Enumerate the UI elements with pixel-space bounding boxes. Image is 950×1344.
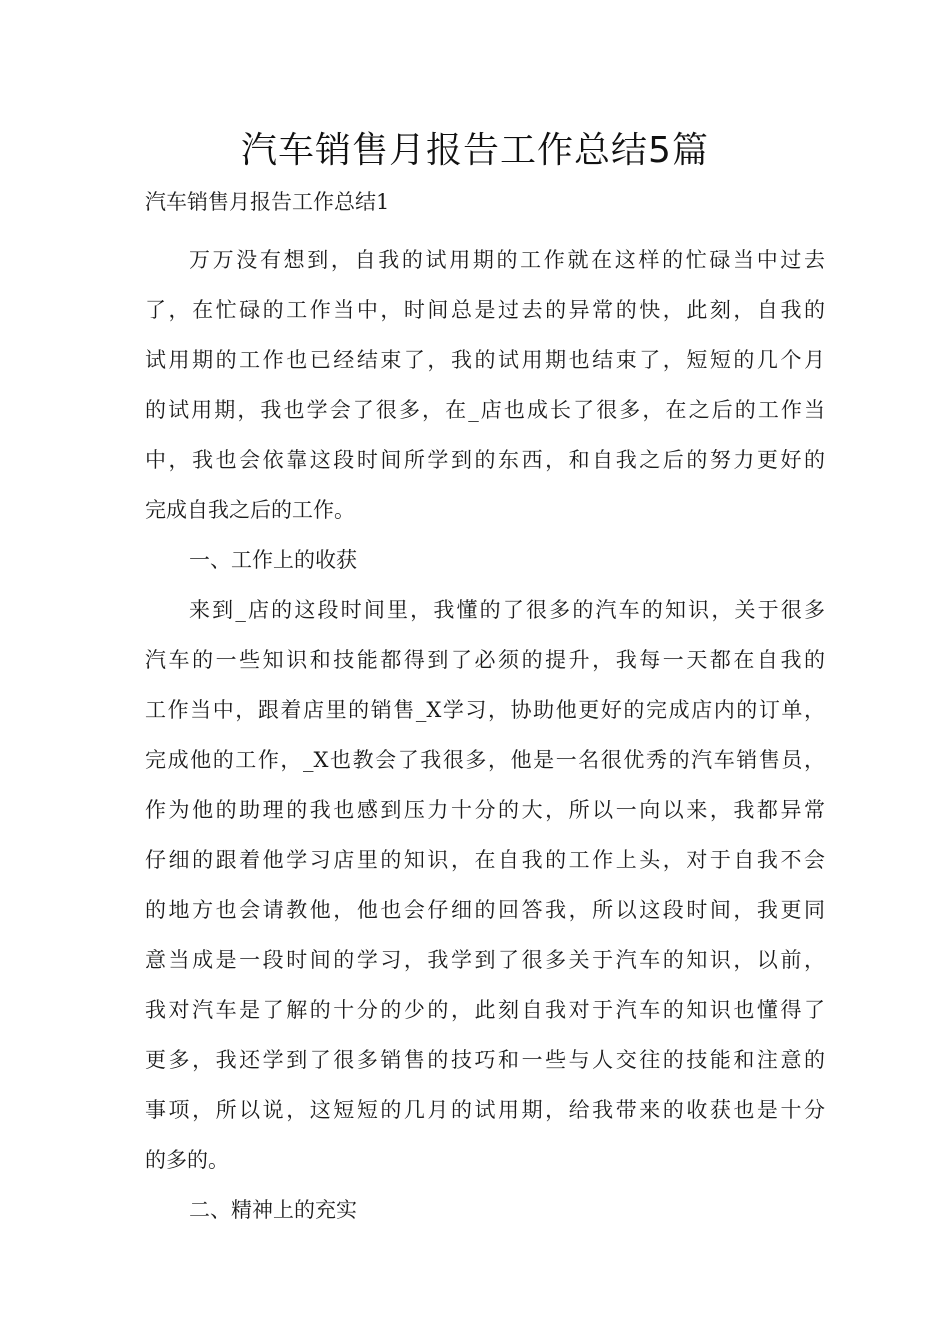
text-line: 中，我也会依靠这段时间所学到的东西，和自我之后的努力更好的 [145, 448, 825, 472]
section-heading-work-gains [145, 535, 825, 585]
text-line: 汽车的一些知识和技能都得到了必须的提升，我每一天都在自我的 [145, 648, 825, 672]
text-line: 意当成是一段时间的学习，我学到了很多关于汽车的知识，以前， [145, 948, 825, 972]
page-title: 汽车销售月报告工作总结5篇 [241, 130, 709, 171]
paragraph-intro [145, 235, 825, 535]
text-line: 了，在忙碌的工作当中，时间总是过去的异常的快，此刻，自我的 [145, 298, 825, 322]
text-line: 仔细的跟着他学习店里的知识，在自我的工作上头，对于自我不会 [145, 848, 825, 872]
text-line: 作为他的助理的我也感到压力十分的大，所以一向以来，我都异常 [145, 798, 825, 822]
text-line: 的多的。 [145, 1148, 229, 1172]
text-line: 试用期的工作也已经结束了，我的试用期也结束了，短短的几个月 [145, 348, 825, 372]
section-heading-text: 二、精神上的充实 [189, 1198, 357, 1222]
text-line: 更多，我还学到了很多销售的技巧和一些与人交往的技能和注意的 [145, 1048, 825, 1072]
text-line: 事项，所以说，这短短的几月的试用期，给我带来的收获也是十分 [145, 1098, 825, 1122]
text-line: 完成他的工作，_X也教会了我很多，他是一名很优秀的汽车销售员， [145, 748, 825, 772]
paragraph-work-gains [145, 585, 825, 1185]
text-line: 的试用期，我也学会了很多，在_店也成长了很多，在之后的工作当 [145, 398, 825, 422]
text-line: 工作当中，跟着店里的销售_X学习，协助他更好的完成店内的订单， [145, 698, 825, 722]
document-body [145, 235, 825, 1235]
text-line: 万万没有想到，自我的试用期的工作就在这样的忙碌当中过去 [189, 248, 825, 272]
text-line: 我对汽车是了解的十分的少的，此刻自我对于汽车的知识也懂得了 [145, 998, 825, 1022]
document-subtitle: 汽车销售月报告工作总结1 [145, 190, 390, 214]
text-line: 完成自我之后的工作。 [145, 498, 355, 522]
text-line: 的地方也会请教他，他也会仔细的回答我，所以这段时间，我更同 [145, 898, 825, 922]
text-line: 来到_店的这段时间里，我懂的了很多的汽车的知识，关于很多 [189, 598, 825, 622]
section-heading-text: 一、工作上的收获 [189, 548, 357, 572]
section-heading-spiritual [145, 1185, 825, 1235]
